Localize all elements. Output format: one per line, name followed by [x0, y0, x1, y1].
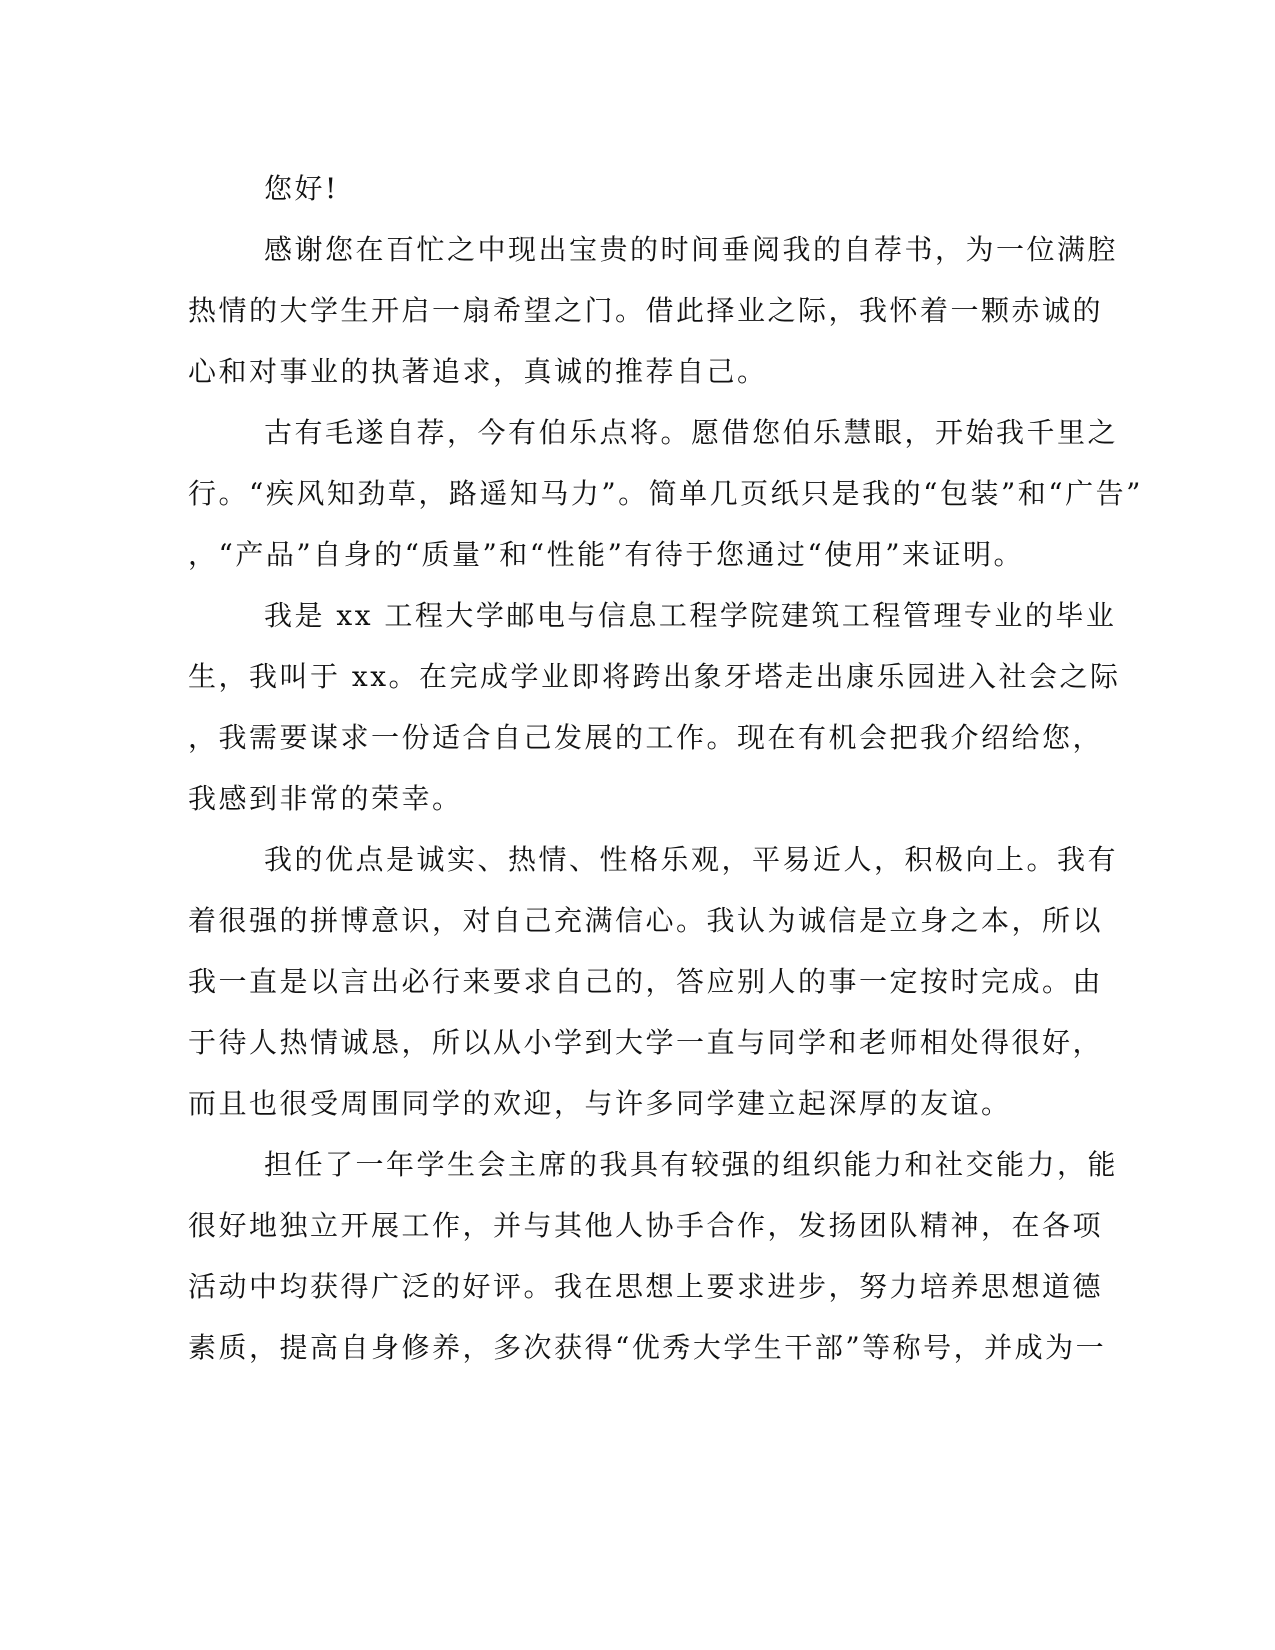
text-line: 我是 xx 工程大学邮电与信息工程学院建筑工程管理专业的毕业 — [264, 599, 1117, 632]
paragraph-2 — [188, 402, 1143, 585]
text-line: 行。“疾风知劲草，路遥知马力”。简单几页纸只是我的“包装”和“广告” — [188, 477, 1143, 510]
text-line: 而且也很受周围同学的欢迎，与许多同学建立起深厚的友谊。 — [188, 1087, 1012, 1120]
text-line: 我的优点是诚实、热情、性格乐观，平易近人，积极向上。我有 — [264, 843, 1119, 876]
text-line: 心和对事业的执著追求，真诚的推荐自己。 — [188, 355, 768, 388]
text-line: ，我需要谋求一份适合自己发展的工作。现在有机会把我介绍给您， — [188, 721, 1104, 754]
text-line: 古有毛遂自荐，今有伯乐点将。愿借您伯乐慧眼，开始我千里之 — [264, 416, 1119, 449]
text-line: 感谢您在百忙之中现出宝贵的时间垂阅我的自荐书，为一位满腔 — [264, 233, 1119, 266]
letter-body — [188, 158, 1143, 1378]
text-line: 担任了一年学生会主席的我具有较强的组织能力和社交能力，能 — [264, 1148, 1119, 1181]
text-line: 素质，提高自身修养，多次获得“优秀大学生干部”等称号，并成为一 — [188, 1331, 1107, 1364]
paragraph-4 — [188, 829, 1119, 1134]
text-line: ，“产品”自身的“质量”和“性能”有待于您通过“使用”来证明。 — [188, 538, 1025, 571]
paragraph-3 — [188, 585, 1121, 829]
text-line: 生，我叫于 xx。在完成学业即将跨出象牙塔走出康乐园进入社会之际 — [188, 660, 1121, 693]
greeting: 您好! — [264, 172, 339, 205]
text-line: 我感到非常的荣幸。 — [188, 782, 463, 815]
text-line: 很好地独立开展工作，并与其他人协手合作，发扬团队精神，在各项 — [188, 1209, 1104, 1242]
text-line: 热情的大学生开启一扇希望之门。借此择业之际，我怀着一颗赤诚的 — [188, 294, 1104, 327]
text-line: 活动中均获得广泛的好评。我在思想上要求进步，努力培养思想道德 — [188, 1270, 1104, 1303]
paragraph-1 — [188, 219, 1119, 402]
paragraph-5 — [188, 1134, 1119, 1378]
text-line: 于待人热情诚恳，所以从小学到大学一直与同学和老师相处得很好， — [188, 1026, 1104, 1059]
text-line: 我一直是以言出必行来要求自己的，答应别人的事一定按时完成。由 — [188, 965, 1104, 998]
text-line: 着很强的拼博意识，对自己充满信心。我认为诚信是立身之本，所以 — [188, 904, 1104, 937]
